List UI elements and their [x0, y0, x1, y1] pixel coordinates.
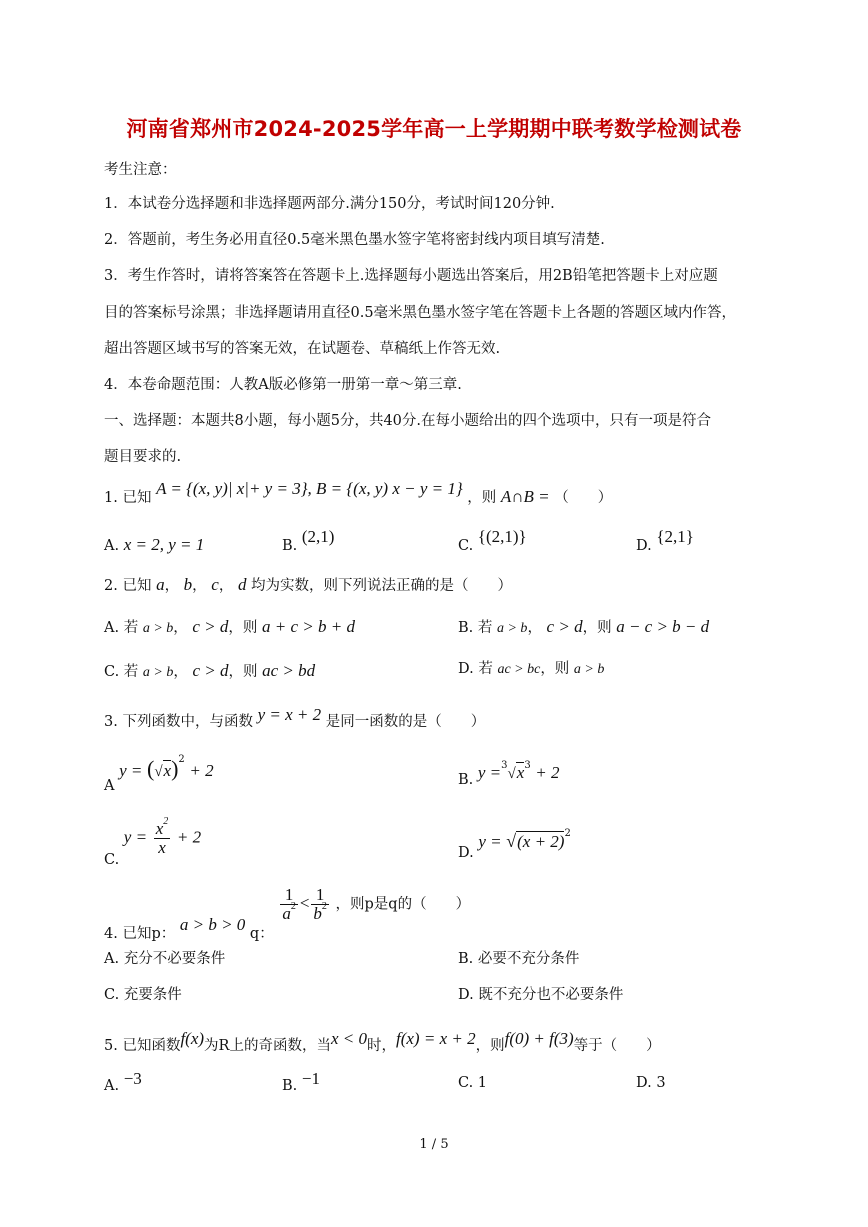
page-number: 1 / 5 [419, 1137, 449, 1152]
option-label: B. 若 [458, 620, 493, 636]
exam-title: 河南省郑州市2024-2025学年高一上学期期中联考数学检测试卷 [126, 117, 742, 141]
q4-number: 4. 已知p： [104, 926, 176, 943]
notice-item-2: 2．答题前，考生务必用直径0.5毫米黑色墨水签字笔将密封线内项目填写清楚. [104, 232, 605, 248]
q1-number: 1. 已知 [104, 490, 152, 506]
q5-text: 为R上的奇函数，当 [204, 1038, 331, 1054]
notice-item-3-end: 超出答题区域书写的答案无效，在试题卷、草稿纸上作答无效. [104, 341, 501, 357]
root-index: 3 [501, 760, 508, 771]
then-word: ，则 [582, 620, 612, 636]
var-c: c [211, 575, 219, 594]
notice-item-4: 4．本卷命题范围：人教A版必修第一册第一章～第三章. [104, 377, 462, 393]
separator: ， [173, 664, 188, 680]
formula-lhs: y = [123, 827, 148, 847]
q1-option-d [636, 527, 694, 554]
q3-option-d: D. $y = √(x + 2)^2$ [458, 828, 571, 861]
condition: a > b [142, 665, 174, 680]
then-word: ，则 [540, 661, 570, 677]
q5-condition: x < 0 [330, 1029, 367, 1048]
q4-tail: ，则p是q的（ ） [335, 896, 471, 913]
separator: ， [527, 620, 542, 636]
condition: a > b [142, 621, 174, 636]
separator: ， [218, 578, 234, 594]
q1-tail: ，则 [467, 490, 497, 506]
q2-option-b [458, 618, 709, 636]
option-label: A. [104, 538, 120, 554]
notice-item-3: 3．考生作答时，请将答案答在答题卡上.选择题每小题选出答案后，用2B铅笔把答题卡上对应题 [104, 268, 718, 284]
notice-heading: 考生注意： [104, 162, 177, 178]
formula-radicand: (x + 2) [517, 832, 565, 851]
formula-rhs: + 2 [189, 761, 214, 780]
option-label: C. 若 [104, 664, 139, 680]
question-1 [104, 479, 613, 506]
q5-function: f(x) [180, 1029, 205, 1048]
q5-option-d: D. 3 [636, 1075, 666, 1091]
formula-lhs: y = [477, 763, 502, 782]
separator: ， [173, 620, 188, 636]
formula-radicand: x [163, 761, 172, 780]
q4-q-label: q： [249, 926, 274, 943]
q2-tail: 均为实数，则下列说法正确的是（ ） [251, 578, 513, 594]
q2-option-c [104, 662, 315, 680]
result: ac > bd [262, 661, 316, 680]
q3-number: 3. 下列函数中，与函数 [104, 714, 253, 730]
section-heading: 一、选择题：本题共8小题，每小题5分，共40分.在每小题给出的四个选项中，只有一项是符合 [104, 413, 712, 429]
formula-exponent: 2 [564, 828, 571, 839]
q4-option-d: D. 既不充分也不必要条件 [458, 987, 624, 1003]
condition: ac > bc [497, 662, 541, 677]
q5-tail: 等于（ ） [573, 1038, 661, 1054]
formula-rhs: + 2 [535, 763, 560, 782]
notice-item-3-cont: 目的答案标号涂黑；非选择题请用直径0.5毫米黑色墨水签字笔在答题卡上各题的答题区域内作答， [104, 305, 737, 321]
q5-option-a [104, 1069, 142, 1094]
formula-radicand: x [516, 763, 525, 782]
result: a > b [573, 662, 605, 677]
option-label: C. [458, 538, 474, 554]
less-than: < [299, 893, 310, 913]
condition: c > d [192, 661, 229, 680]
var-b: b [183, 575, 193, 594]
q4-option-a: A. 充分不必要条件 [104, 951, 226, 967]
condition: c > d [546, 617, 583, 636]
option-label: B. [282, 538, 298, 554]
question-2 [104, 576, 512, 594]
q1-expr: A∩B = [500, 487, 550, 506]
formula-lhs: y = [119, 761, 143, 780]
denominator-exponent: 2 [290, 900, 296, 912]
formula-lhs: y = [478, 832, 502, 851]
option-value: {2,1} [656, 527, 694, 546]
option-value: {(2,1)} [477, 527, 527, 546]
option-label: A. 若 [104, 620, 139, 636]
option-label: D. [636, 538, 652, 554]
q3-option-b: B. $y =^3√x^3 + 2$ [458, 760, 560, 788]
q3-option-a: A $y = (√x)^2 + 2$ [104, 754, 214, 794]
q3-tail: 是同一函数的是（ ） [325, 714, 486, 730]
option-value: −3 [123, 1069, 142, 1088]
q5-option-b [282, 1069, 320, 1094]
question-4 [104, 885, 471, 943]
q1-option-a [104, 536, 204, 554]
q4-fraction-right [311, 886, 329, 923]
formula-fraction [154, 816, 171, 857]
question-5 [104, 1029, 661, 1054]
option-label: B. [282, 1078, 298, 1094]
q5-option-c: C. 1 [458, 1075, 488, 1091]
q4-fraction-left [280, 886, 298, 923]
q5-text: 时， [367, 1038, 396, 1054]
formula-rhs: + 2 [176, 827, 202, 847]
q5-number: 5. 已知函数 [104, 1038, 181, 1054]
q2-option-a [104, 618, 355, 636]
denominator-exponent: 2 [321, 900, 327, 912]
q4-p-condition: a > b > 0 [179, 915, 246, 935]
separator: ， [164, 578, 180, 594]
question-3 [104, 705, 486, 730]
q4-option-b: B. 必要不充分条件 [458, 951, 580, 967]
then-word: ，则 [228, 620, 258, 636]
q1-paren: （ ） [554, 490, 613, 506]
option-label: D. [458, 845, 474, 861]
option-label: C. [104, 852, 120, 869]
q3-function: y = x + 2 [257, 705, 322, 724]
condition: c > d [192, 617, 229, 636]
result: a − c > b − d [616, 617, 710, 636]
q5-expression: f(0) + f(3) [504, 1029, 574, 1048]
q1-option-b [282, 527, 335, 554]
denominator: x [158, 837, 166, 857]
q1-sets: A = {(x, y)| x|+ y = 3}, B = {(x, y) x − y = 1} [156, 479, 463, 498]
notice-item-1: 1．本试卷分选择题和非选择题两部分.满分150分，考试时间120分钟. [104, 196, 555, 212]
q2-number: 2. 已知 [104, 578, 152, 594]
numerator: x [155, 819, 164, 838]
option-label: B. [458, 772, 474, 788]
option-value: (2,1) [301, 527, 335, 546]
option-label: D. 若 [458, 661, 493, 677]
q4-option-c: C. 充要条件 [104, 987, 182, 1003]
numerator: 1 [311, 886, 329, 905]
separator: ， [192, 578, 207, 594]
result: a + c > b + d [262, 617, 355, 636]
var-d: d [237, 575, 247, 594]
section-heading-cont: 题目要求的. [104, 449, 182, 465]
then-word: ，则 [228, 664, 258, 680]
numerator-exponent: 2 [163, 816, 169, 827]
var-a: a [156, 575, 165, 594]
q3-option-c [104, 816, 202, 869]
denominator: b [313, 903, 322, 923]
condition: a > b [496, 621, 528, 636]
formula-exponent: 3 [524, 760, 531, 771]
numerator: 1 [280, 886, 298, 905]
option-value: −1 [301, 1069, 320, 1088]
q5-text: ，则 [475, 1038, 505, 1054]
option-label: A. [104, 1078, 120, 1094]
option-value: x = 2, y = 1 [123, 535, 205, 554]
denominator: a [282, 903, 291, 923]
q2-option-d [458, 662, 604, 677]
option-label: A [104, 778, 115, 794]
q5-definition: f(x) = x + 2 [396, 1029, 476, 1048]
q1-option-c [458, 527, 527, 554]
formula-exponent: 2 [178, 754, 185, 765]
